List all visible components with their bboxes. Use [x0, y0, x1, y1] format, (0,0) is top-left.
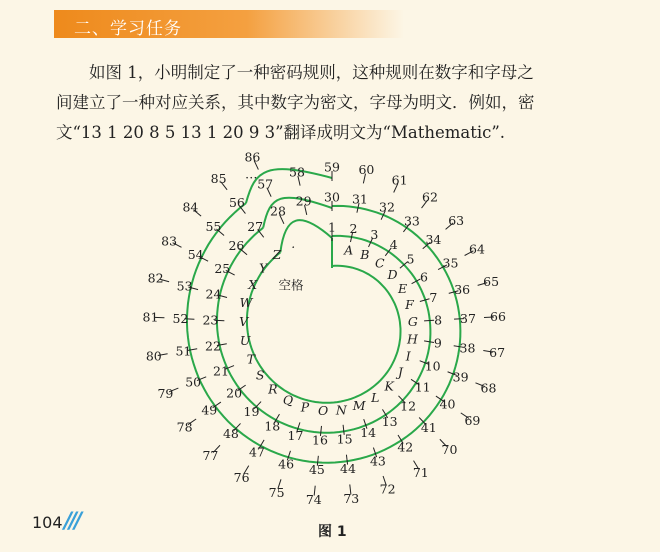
ring3-number-label: 77 [202, 448, 219, 463]
ring2-number-label: 51 [175, 343, 192, 359]
ring2-number-label: 47 [248, 444, 265, 460]
cipher-letter: X [248, 277, 258, 292]
paragraph-line: 间建立了一种对应关系，其中数字为密文，字母为明文．例如，密 [56, 93, 535, 112]
ring3-number-label: 63 [448, 212, 465, 228]
cipher-letter: P [300, 399, 310, 415]
ring2-number-label: 31 [351, 191, 368, 207]
cipher-letter: Y [258, 260, 268, 276]
ring2-number-label: 56 [228, 195, 245, 210]
ring1-number-label: 1 [328, 219, 336, 235]
cipher-letter: D [387, 267, 398, 282]
ring1-number-label: 4 [389, 237, 398, 253]
ring2-number-label: 45 [308, 462, 325, 478]
ring2-number-label: 33 [403, 213, 420, 229]
ring3-number-label: 78 [176, 419, 193, 435]
ellipsis-mark: … [245, 166, 258, 182]
ring1-number-label: 20 [226, 385, 243, 401]
ring2-number-label: 57 [257, 176, 274, 192]
cipher-letter: V [239, 314, 249, 330]
cipher-letter: . [291, 236, 296, 252]
cipher-letter: H [407, 331, 418, 347]
ring1-number-label: 12 [400, 398, 417, 414]
ring2-number-label: 30 [324, 189, 340, 205]
ring1-number-label: 27 [247, 218, 264, 234]
cipher-letter: S [255, 367, 265, 383]
ring1-number-label: 16 [312, 432, 328, 448]
ring3-number-label: 85 [210, 171, 227, 187]
ring2-number-label: 58 [289, 164, 305, 180]
cipher-letter: E [398, 280, 408, 296]
ring1-number-label: 25 [214, 261, 231, 277]
ring2-number-label: 34 [425, 232, 442, 248]
ring3-number-label: 83 [161, 233, 178, 249]
ring2-number-label: 48 [222, 426, 239, 442]
ring1-number-label: 8 [434, 312, 443, 328]
ring3-number-label: 67 [489, 345, 506, 361]
ring1-number-label: 13 [381, 413, 398, 429]
ring3-number-label: 71 [412, 465, 429, 481]
ring1-number-label: 29 [295, 193, 312, 209]
cipher-letter: K [384, 378, 394, 394]
ring2-number-label: 35 [442, 255, 459, 271]
ring1-number-label: 3 [370, 226, 379, 242]
ring3-number-label: 75 [268, 485, 285, 501]
ring3-number-label: 69 [464, 413, 481, 429]
ring2-number-label: 44 [340, 461, 356, 477]
ring1-number-label: 24 [205, 286, 222, 302]
ring3-number-label: 66 [490, 309, 506, 325]
cipher-letter: W [239, 295, 253, 311]
ring3-number-label: 74 [305, 492, 322, 508]
ring3-number-label: 80 [145, 348, 162, 364]
paragraph-line: 如图 1，小明制定了一种密码规则，这种规则在数字和字母之 [89, 63, 534, 82]
ring1-number-label: 17 [287, 428, 304, 444]
ring3-number-label: 61 [391, 172, 408, 188]
figure-labels [143, 149, 506, 507]
ring2-number-label: 50 [185, 374, 202, 390]
spiral-turn-inner [247, 252, 401, 402]
ring3-number-label: 84 [182, 199, 199, 215]
ring2-number-label: 52 [172, 311, 189, 327]
ring3-number-label: 72 [379, 481, 396, 497]
spiral-connector-inner [280, 220, 332, 252]
ring1-number-label: 19 [243, 404, 260, 420]
ring2-number-label: 46 [278, 456, 295, 472]
ring1-number-label: 9 [433, 335, 442, 351]
cipher-letter: N [335, 402, 347, 418]
ring2-number-label: 38 [459, 340, 476, 356]
ring1-number-label: 14 [360, 424, 377, 440]
page-slashes: /// [64, 509, 80, 534]
ring3-number-label: 65 [483, 274, 500, 290]
cipher-letter: J [397, 364, 403, 380]
section-title: 二、学习任务 [74, 19, 182, 39]
cipher-letter: O [317, 403, 329, 418]
ring3-number-label: 59 [324, 159, 340, 175]
ring1-number-label: 10 [424, 358, 441, 374]
cipher-letter: M [352, 398, 366, 413]
ring3-number-label: 86 [244, 149, 261, 165]
ring1-number-label: 21 [213, 363, 229, 379]
ring2-number-label: 49 [201, 402, 218, 418]
figure-caption: 图 1 [318, 524, 347, 540]
paragraph-line: 文“13 1 20 8 5 13 1 20 9 3”翻译成明文为“Mathematic”. [56, 123, 506, 142]
ring3-number-label: 62 [422, 189, 438, 205]
ring1-number-label: 26 [228, 238, 245, 254]
cipher-letter: G [407, 314, 418, 329]
ring3-number-label: 79 [157, 385, 174, 401]
ring2-number-label: 55 [205, 219, 222, 234]
ring3-number-label: 70 [441, 441, 458, 457]
cipher-letter: R [268, 381, 278, 397]
ring2-number-label: 39 [452, 369, 469, 385]
ring3-number-label: 64 [469, 241, 485, 257]
cipher-letter: Z [272, 246, 282, 262]
ring1-number-label: 11 [414, 379, 431, 395]
cipher-letter: T [246, 351, 256, 367]
ring3-number-label: 60 [358, 162, 375, 178]
ring2-number-label: 37 [460, 310, 476, 326]
ring3-number-label: 73 [343, 490, 360, 506]
ring2-number-label: 42 [397, 439, 414, 455]
cipher-letter: F [405, 296, 414, 312]
ring1-number-label: 6 [420, 269, 428, 285]
ring2-number-label: 41 [420, 420, 437, 436]
ring3-number-label: 68 [480, 380, 497, 396]
ring2-number-label: 32 [379, 199, 395, 215]
space-label: 空格 [278, 277, 304, 293]
ring3-number-label: 81 [142, 309, 159, 325]
ring1-number-tick [424, 320, 434, 321]
ring1-number-label: 22 [205, 338, 221, 354]
ring3-number-label: 76 [233, 470, 250, 486]
page-number: 104 [32, 513, 63, 532]
ring1-number-label: 7 [429, 290, 438, 306]
ring2-number-label: 54 [187, 247, 204, 263]
cipher-letter: U [239, 333, 251, 349]
cipher-letter: A [344, 242, 354, 258]
ring2-number-label: 36 [454, 282, 471, 298]
cipher-letter: C [375, 255, 385, 271]
ring1-number-label: 28 [270, 203, 286, 219]
ring2-number-label: 53 [176, 278, 193, 294]
ring3-number-label: 82 [147, 270, 164, 286]
cipher-letter: Q [282, 392, 294, 408]
cipher-letter: B [360, 247, 370, 263]
ring2-number-label: 43 [369, 453, 386, 469]
cipher-letter: L [371, 389, 380, 405]
ring1-number-label: 2 [349, 220, 358, 236]
ring2-number-label: 40 [439, 396, 456, 412]
ring1-number-label: 18 [264, 418, 281, 434]
ring1-number-label: 5 [406, 251, 415, 267]
cipher-letter: I [405, 348, 411, 364]
ring1-number-label: 15 [336, 431, 353, 447]
ring1-number-label: 23 [202, 312, 219, 328]
